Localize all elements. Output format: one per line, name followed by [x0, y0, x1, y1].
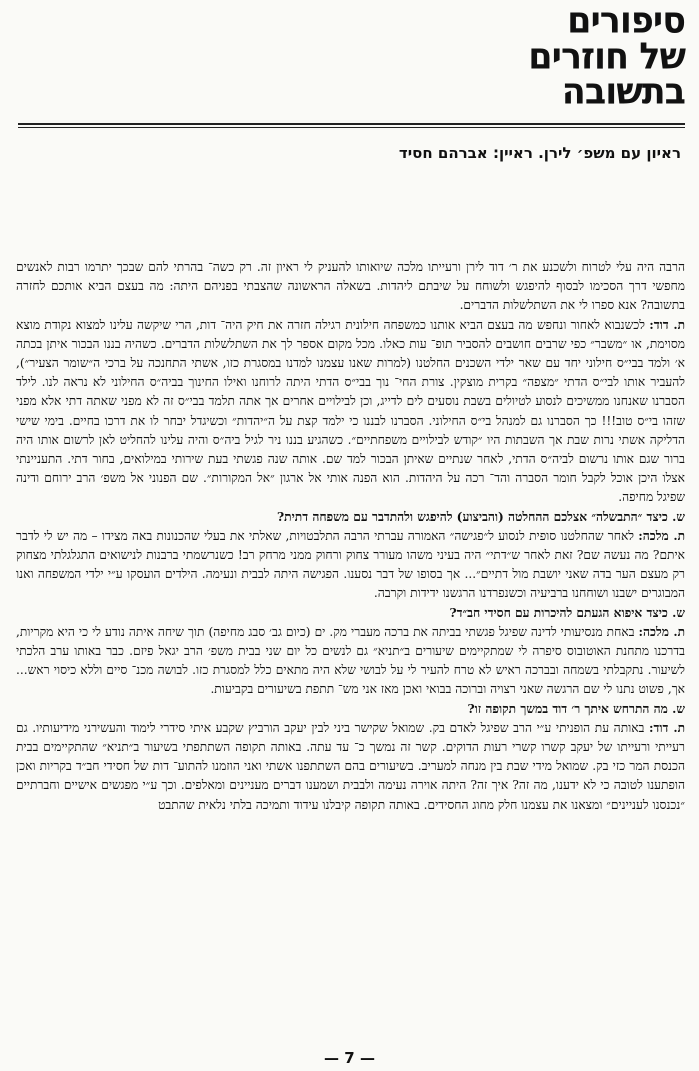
speaker-label: ת. דוד:: [649, 317, 686, 332]
masthead-line-3: בתשובה: [561, 71, 685, 114]
masthead-line-2: של חוזרים: [528, 35, 685, 78]
masthead: [465, 0, 685, 114]
article-byline: ראיון עם משפ׳ לירן. ראיין: אברהם חסיד: [398, 144, 681, 162]
speaker-label: ת. דוד:: [649, 720, 685, 735]
speaker-label: ת. מלכה:: [638, 528, 686, 543]
answer-paragraph: [16, 316, 685, 508]
page-number: — 7 —: [324, 1049, 375, 1067]
answer-text: באותה עת הופניתי ע״י הרב שפיגל לאדם בק. שמואל שקישר ביני לבין יעקב הורביץ שקבע איתי סידרי לימוד והעשירני מידיעותיו. גם רעייתי ורעייתו של יעקב קשרו קשרי רעות הדוקים. קשר זה נמשך כ־ עד עתה. באותה תקופה השתתפתי בשיעור ב״תניא״ שהתקיימים בבית הכנסת המר כזי בק. שמואל מידי שבת בין מנחה למעריב. בשיעורים בהם השתתפנו אשתי ואני הוזמנו להתוע־ דות של חסידי חב״ד בקריות ואכן הופתענו לטובה כי לא ידענו, מה זה? איך זה? היתה אוירה נעימה ולבבית ושמענו דברים מעניינים ומאלפים. וכך ע״י מפגשים אישיים וחברתיים ״נכנסנו לעניינים״ ומצאנו את עצמנו חלק מחוג החסידים. באותה תקופה קיבלנו עידוד ותמיכה בלתי נלאית שהתבט: [16, 720, 685, 812]
intro-paragraph: הרבה היה עלי לטרוח ולשכנע את ר׳ דוד לירן ורעייתו מלכה שיואותו להעניק לי ראיון זה. רק כשה־ בהרתי להם שבכך יתרמו רבות לאנשים מחפשי דרך הסכימו לבסוף להיפגש ולשוחח על שיבתם ליהדות. בשאלה הראשונה שהצבתי בפניהם היתה: מה בעצם הביא אותכם לחזרה בתשובה? אנא ספרו לי את השתלשלות הדברים.: [16, 260, 685, 313]
question-paragraph: ש. כיצד ״התבשלה״ אצלכם ההחלטה (והביצוע) להיפגש ולהתדבר עם משפחה דתית?: [277, 509, 685, 524]
speaker-label: ת. מלכה:: [638, 624, 686, 639]
answer-text: לאחר שהחלטנו סופית לנסוע ל״פגישה״ האמורה עברתי הרבה התלבטויות, שאלתי את בעלי שהכנונות באה מצידו – מה יש לי לדבר איתם? מה נעשה שם? זאת לאחר ש״דתי״ היה בעיני משהו מעורר צחוק ורחוק ממני מרחק רב! כשנרשמתי ברבנות לנישואים התגלגלתי מצחוק רק מעצם הער בדה שאני יושבת מול דתיים״... אך בסופו של דבר נסענו. הפגישה היתה לבבית ונעימה. הילדים הועסקו ע״י ילדי המשפחה ואנו המבוגרים ישבנו ושוחחנו ברביעיה וכשנפרדנו הרגשנו ידידות וקרבה.: [16, 528, 685, 601]
question-paragraph: ש. כיצד איפוא הגעתם להיכרות עם חסידי חב״ד?: [449, 605, 685, 620]
answer-paragraph: [16, 623, 685, 700]
header-divider: [18, 123, 685, 125]
answer-text: באחת מנסיעותי לדינה שפיגל פגשתי בביתה את ברכה מעברי מק. ים (כיום גב׳ סבג מחיפה) תוך שיחה איתה נודע לי כי היא מקריות, בדרכנו מתחנת האוטובוס סיפרה לי שמתקיימים שיעורים ב״תניא״ גם לנשים כל יום שני בבית משפ׳ הרב יגאל פיזם. כבר באותו ערב הלכתי לשיעור. נתקבלתי בשמחה ובברכה ראיש לא טרח להעיר לי על לבושי שלא היה מתאים כלל למסגרת כזו. לבושה מכנ־ סיים וללא כיסוי ראש... אך, פשוט נתנו לי שם הרגשה שאני רצויה וברוכה בבואי ואכן מאז אני מש־ תתפת בשיעורים בקביעות.: [16, 624, 685, 697]
answer-text: לכשנבוא לאחור ונחפש מה בעצם הביא אותנו כמשפחה חילונית רגילה חזרה את חיק היה־ דות, הרי שיקשה עלינו למצוא נקודת מוצא מסוימת, או ״משבר״ כפי שרבים חושבים להסביר תופ־ עות כאלו. מכל מקום אספר לך את השתלשלות הדברים. כשהיה בננו הבכור איתן בכתה א׳ ולמד בבי״ס חילוני יחד עם שאר ילדי השכנים החלטנו (למרות שאנו עצמנו למדנו במסגרת כזו, אשתי התחנכה על ברכי ה״שומר הצעיר״), להעביר אותו לבי״ס הדתי ״מצפה״ בקרית מוצקין. צורת החי־ נוך בבי״ס הדתי היתה לרוחנו ואילו החינוך בביה״ס החילוני לא נראה לנו. לילד הסברנו שאנחנו ממשיכים לנסוע לטיולים בשבת נוסעים לים לדייג, וכן לבילויים אחרים אך אתה תלמד בבי״ס זה לא מפני שאתה דתי אלא מפני שזהו בי״ס טוב!!! כך הסברנו גם למנהל בי״ס החילוני. הסברנו לבננו כי ילמד קצת על ה״יהדות״ וכשיגדל יבחר לו את דרכו בחיים. בימי שישי הדליקה אשתי נרות שבת אך השבתות היו ״קודש לבילויים משפחתיים״. כשהגיע בננו ניר לגיל ביה״ס והיה עלינו להחליט לאן לרשום אותו היה ברור שגם אותו נרשום לביה״ס הדתי, לאחר שנתיים שאיתן הבכור למד שם. אותה שנה פגשתי בעת שירותי במילואים, בחור דתי. התעניינתי אצלו היכן אוכל לקבל חומר הסברה והד־ רכה על היהדות. הוא הפנה אותי אל ארגון ״אל המקורות״. שם הפנוני אל משפ׳ הרב ירוחם ודינה שפיגל מחיפה.: [16, 317, 685, 505]
header-divider-thin: [18, 127, 685, 128]
answer-paragraph: [16, 527, 685, 604]
masthead-line-1: סיפורים: [567, 0, 685, 42]
answer-paragraph: [16, 719, 685, 815]
article-body: [16, 258, 685, 815]
question-paragraph: ש. מה התרחש איתך ר׳ דוד במשך תקופה זו?: [467, 701, 685, 716]
